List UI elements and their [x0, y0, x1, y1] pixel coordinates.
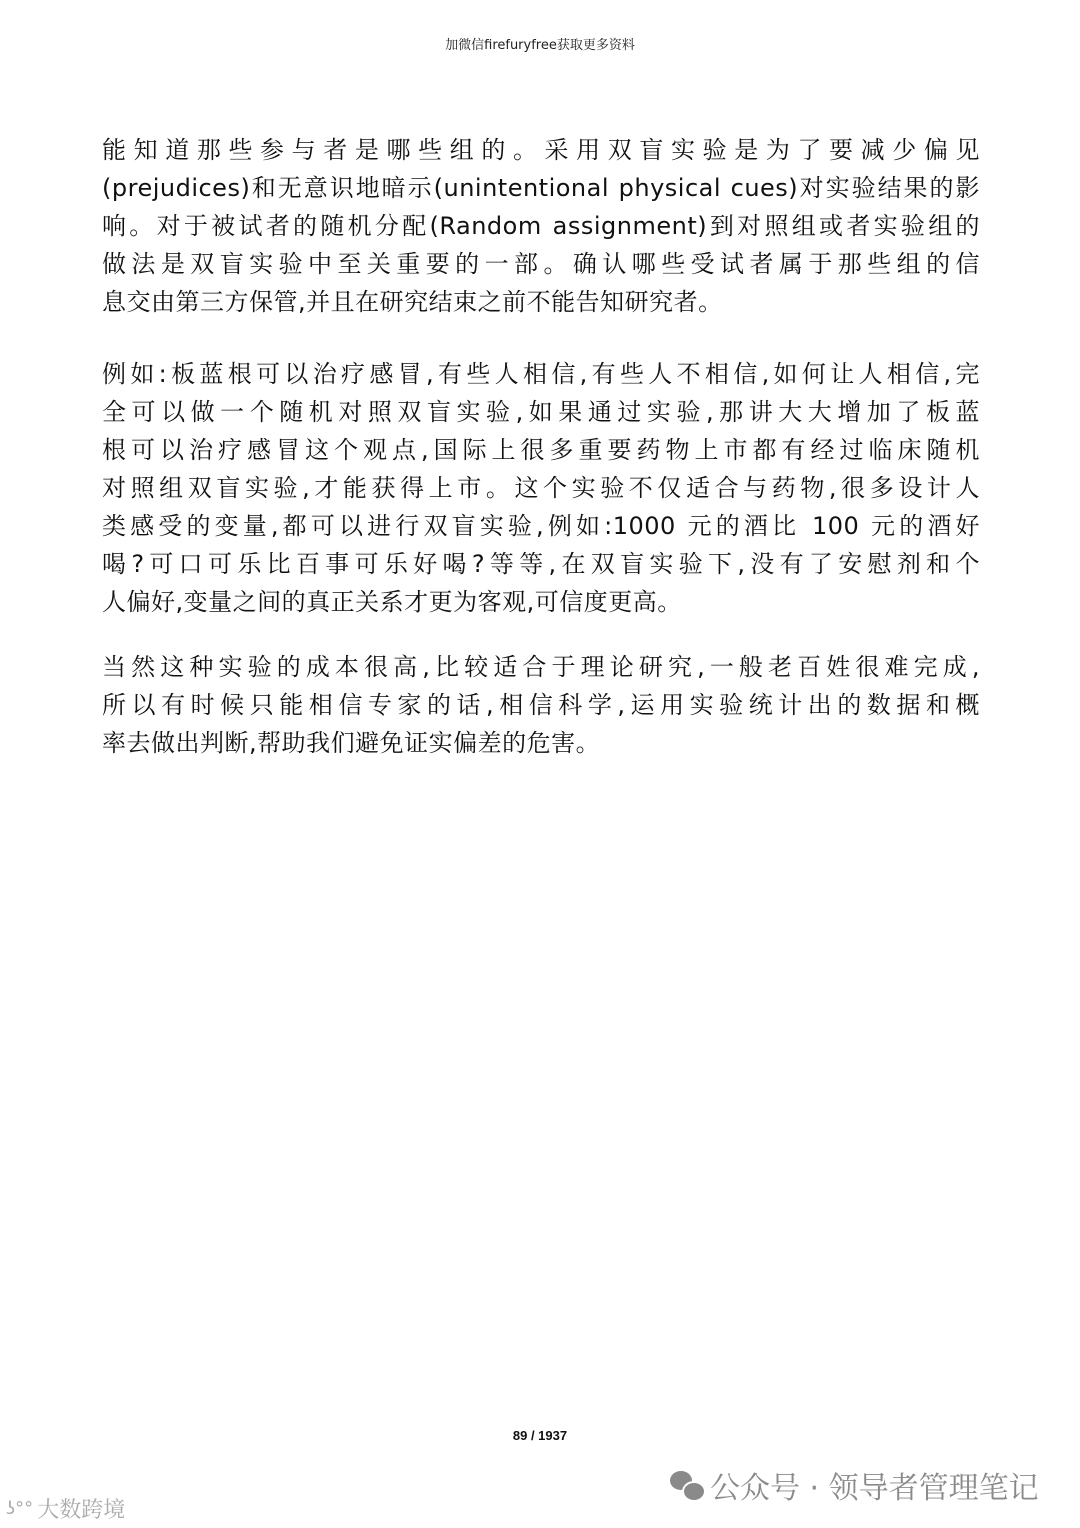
- text-line: 息交由第三方保管,并且在研究结束之前不能告知研究者。: [102, 288, 723, 316]
- text-line: 根可以治疗感冒这个观点,国际上很多重要药物上市都有经过临床随机: [102, 436, 980, 464]
- text-line: 做法是双盲实验中至关重要的一部。确认哪些受试者属于那些组的信: [102, 250, 980, 278]
- text-line: 人偏好,变量之间的真正关系才更为客观,可信度更高。: [102, 588, 682, 616]
- text-line: 响。对于被试者的随机分配(Random assignment)到对照组或者实验组的: [102, 212, 980, 240]
- wechat-watermark: [670, 1463, 1039, 1507]
- text-line: 当然这种实验的成本很高,比较适合于理论研究,一般老百姓很难完成,: [102, 653, 980, 681]
- wechat-icon: [670, 1471, 702, 1499]
- text-line: 喝?可口可乐比百事可乐好喝?等等,在双盲实验下,没有了安慰剂和个: [102, 550, 980, 578]
- paragraph-2: [102, 355, 980, 621]
- wechat-watermark-text: 公众号 · 领导者管理笔记: [710, 1471, 1039, 1506]
- text-line: 所以有时候只能相信专家的话,相信科学,运用实验统计出的数据和概: [102, 691, 980, 719]
- text-line: 类感受的变量,都可以进行双盲实验,例如:1000 元的酒比 100 元的酒好: [102, 512, 980, 540]
- page-header: 加微信firefuryfree获取更多资料: [445, 38, 635, 53]
- text-line: 对照组双盲实验,才能获得上市。这个实验不仅适合与药物,很多设计人: [102, 474, 980, 502]
- logo-icon: ʖ°°: [6, 1498, 34, 1519]
- text-line: 全可以做一个随机对照双盲实验,如果通过实验,那讲大大增加了板蓝: [102, 398, 980, 426]
- text-line: 例如:板蓝根可以治疗感冒,有些人相信,有些人不相信,如何让人相信,完: [102, 360, 980, 388]
- text-line: (prejudices)和无意识地暗示(unintentional physical cues)对实验结果的影: [102, 174, 980, 202]
- text-line: 率去做出判断,帮助我们避免证实偏差的危害。: [102, 729, 601, 757]
- corner-watermark: [6, 1493, 125, 1524]
- paragraph-3: [102, 648, 980, 762]
- text-line: 能知道那些参与者是哪些组的。采用双盲实验是为了要减少偏见: [102, 136, 980, 164]
- paragraph-1: [102, 131, 980, 321]
- page-number: 89 / 1937: [512, 1428, 568, 1443]
- corner-watermark-text: 大数跨境: [37, 1498, 126, 1523]
